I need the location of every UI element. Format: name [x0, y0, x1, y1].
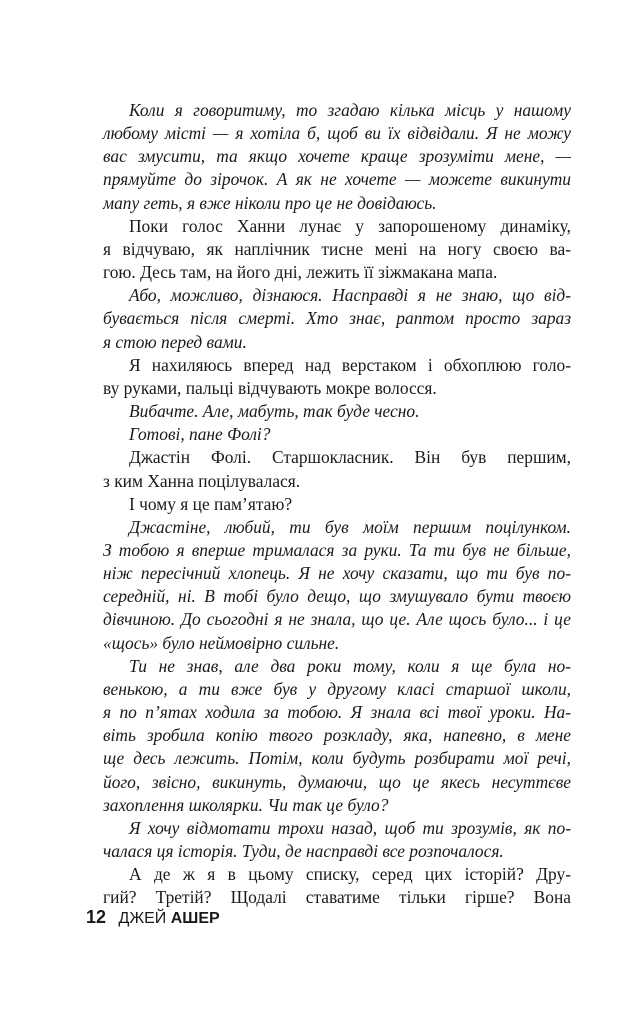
- author-first-name: ДЖЕЙ: [118, 910, 167, 927]
- paragraph: [103, 400, 571, 423]
- text-line: з ким Ханна поцілувалася.: [103, 470, 301, 491]
- paragraph: [103, 284, 571, 353]
- paragraph: [103, 215, 571, 284]
- text-line: я стою перед вами.: [103, 331, 247, 352]
- text-line: гою. Десь там, на його дні, лежить її зіжмакана мапа.: [103, 262, 498, 283]
- text-line: любому місті — я хотіла б, щоб ви їх відвідали. Я не можу: [103, 123, 571, 144]
- paragraph: [103, 817, 571, 863]
- text-line: І чому я це пам’ятаю?: [129, 493, 293, 514]
- text-line: віть зробила копію твого розкладу, яка, напевно, в мене: [103, 725, 571, 746]
- text-line: захоплення школярки. Чи так це було?: [103, 794, 389, 815]
- text-line: Готові, пане Фолі?: [129, 424, 271, 445]
- text-line: ніж пересічний хлопець. Я не хочу сказати, що ти був по-: [103, 563, 571, 584]
- text-line: я по п’ятах ходила за тобою. Я знала всі твої уроки. На-: [103, 702, 571, 723]
- paragraph: [103, 423, 571, 446]
- text-line: чалася ця історія. Туди, де насправді все розпочалося.: [103, 841, 504, 861]
- text-line: Джастін Фолі. Старшокласник. Він був першим,: [129, 447, 571, 468]
- text-line: Я хочу відмотати трохи назад, щоб ти зрозумів, як по-: [129, 817, 571, 838]
- text-line: Я нахиляюсь вперед над верстаком і обхоплюю голо-: [129, 354, 571, 375]
- page-number: 12: [86, 907, 107, 927]
- text-line: гий? Третій? Щодалі ставатиме тільки гірше? Вона: [103, 887, 571, 908]
- text-line: Ти не знав, але два роки тому, коли я ще була но-: [129, 655, 571, 676]
- text-line: середній, ні. В тобі було дещо, що змушувало бути твоєю: [103, 586, 571, 607]
- author-last-name: АШЕР: [170, 910, 220, 927]
- text-line: я відчуваю, як наплічник тисне мені на ногу своєю ва-: [103, 238, 571, 259]
- paragraph: [103, 863, 571, 909]
- text-line: вас змусити, та якщо хочете краще зрозуміти мене, —: [103, 146, 571, 167]
- text-line: ще десь лежить. Потім, коли будуть розбирати мої речі,: [103, 748, 571, 769]
- paragraph: [103, 493, 571, 516]
- body-text: [103, 99, 571, 909]
- paragraph: [103, 655, 571, 817]
- text-line: А де ж я в цьому списку, серед цих історій? Дру-: [129, 864, 571, 885]
- text-line: бувається після смерті. Хто знає, раптом просто зараз: [103, 308, 571, 329]
- text-line: Коли я говоритиму, то згадаю кілька місць у нашому: [129, 100, 571, 120]
- text-line: Поки голос Ханни лунає у запорошеному динаміку,: [129, 215, 571, 236]
- text-line: Джастіне, любий, ти був моїм першим поцілунком.: [129, 516, 571, 537]
- text-line: дівчиною. До сьогодні я не знала, що це. Але щось було... і це: [103, 609, 571, 630]
- text-line: прямуйте до зірочок. А як не хочете — можете викинути: [103, 169, 571, 190]
- paragraph: [103, 446, 571, 492]
- text-line: ву руками, пальці відчувають мокре волосся.: [103, 377, 437, 398]
- paragraph: [103, 354, 571, 400]
- paragraph: [103, 516, 571, 655]
- text-line: З тобою я вперше трималася за руки. Та ти був не більше,: [103, 539, 571, 560]
- page-footer: [86, 907, 220, 928]
- text-line: Вибачте. Але, мабуть, так буде чесно.: [129, 401, 420, 422]
- text-line: його, звісно, викинуть, думаючи, що це якесь несуттєве: [103, 771, 571, 792]
- text-line: Або, можливо, дізнаюся. Насправді я не знаю, що від-: [129, 285, 571, 306]
- text-line: венькою, а ти вже був у другому класі старшої школи,: [103, 678, 571, 699]
- text-line: мапу геть, я вже ніколи про це не довідаюсь.: [103, 192, 437, 213]
- paragraph: [103, 99, 571, 215]
- text-line: «щось» було неймовірно сильне.: [103, 632, 340, 653]
